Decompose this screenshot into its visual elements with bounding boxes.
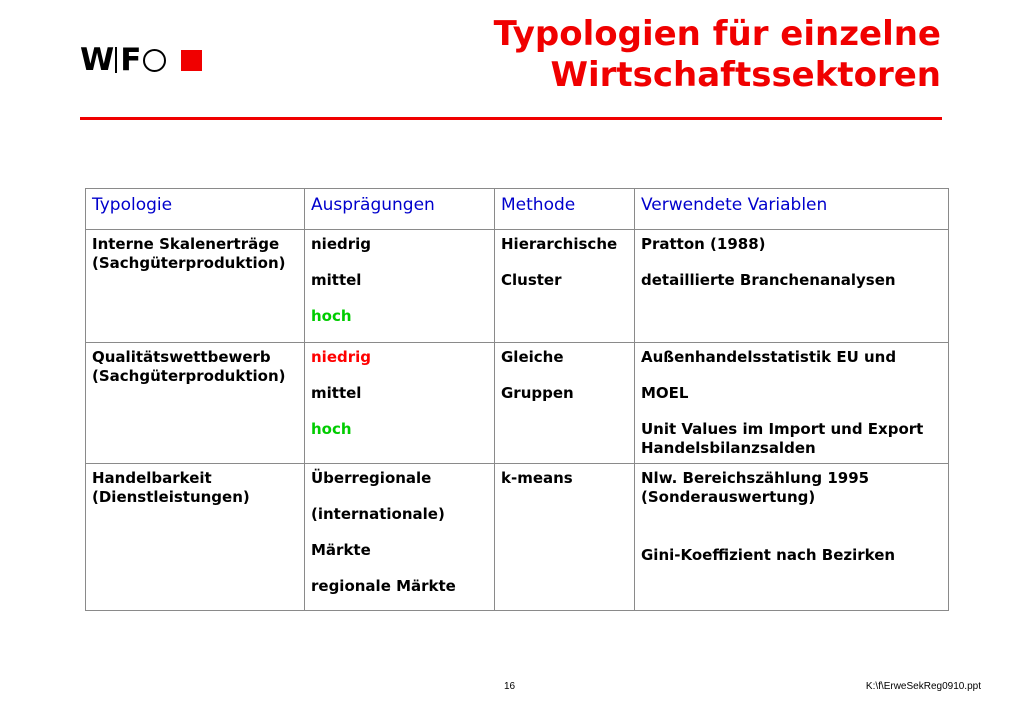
table-row — [86, 230, 949, 343]
cell-typologie — [86, 343, 305, 464]
cell-methode — [495, 343, 635, 464]
cell-auspraegungen — [305, 343, 495, 464]
cell-text: detaillierte Branchenanalysen — [641, 271, 896, 289]
cell-text: k-means — [501, 469, 573, 487]
table-row — [86, 464, 949, 611]
cell-text: Märkte — [311, 541, 371, 559]
level-hoch: hoch — [311, 307, 352, 325]
level-hoch: hoch — [311, 420, 352, 438]
cell-methode — [495, 464, 635, 611]
cell-text: Pratton (1988) — [641, 235, 766, 253]
cell-text: Unit Values im Import und Export — [641, 420, 924, 438]
level-mittel: mittel — [311, 271, 362, 289]
cell-text: Cluster — [501, 271, 562, 289]
cell-variablen — [635, 464, 949, 611]
logo-letter-w: W — [80, 42, 114, 78]
wifo-logo — [80, 44, 202, 76]
cell-text: Gleiche — [501, 348, 564, 366]
cell-text: Gruppen — [501, 384, 574, 402]
cell-text: Gini-Koeffizient nach Bezirken — [641, 546, 896, 564]
cell-text: Außenhandelsstatistik EU und — [641, 348, 897, 366]
level-mittel: mittel — [311, 384, 362, 402]
logo-bar — [115, 47, 117, 73]
page-number: 16 — [504, 681, 516, 692]
cell-text: (Dienstleistungen) — [92, 488, 250, 506]
header-typologie: Typologie — [86, 189, 305, 230]
level-niedrig: niedrig — [311, 348, 372, 366]
level-niedrig: niedrig — [311, 235, 372, 253]
slide-title-line-2: Wirtschaftssektoren — [550, 55, 941, 95]
cell-typologie — [86, 464, 305, 611]
cell-text: (Sonderauswertung) — [641, 488, 816, 506]
logo-square-icon — [181, 50, 202, 71]
cell-variablen — [635, 230, 949, 343]
header-variablen: Verwendete Variablen — [635, 189, 949, 230]
slide-title-line-1: Typologien für einzelne — [493, 14, 941, 54]
title-divider — [80, 117, 942, 120]
cell-text: Qualitätswettbewerb — [92, 348, 271, 366]
header-auspraegungen: Ausprägungen — [305, 189, 495, 230]
table-header-row — [86, 189, 949, 230]
cell-auspraegungen — [305, 230, 495, 343]
cell-text: Interne Skalenerträge — [92, 235, 280, 253]
cell-text: (Sachgüterproduktion) — [92, 367, 286, 385]
cell-text: Hierarchische — [501, 235, 618, 253]
cell-text: MOEL — [641, 384, 689, 402]
cell-variablen — [635, 343, 949, 464]
cell-text: regionale Märkte — [311, 577, 456, 595]
cell-text: Handelbarkeit — [92, 469, 212, 487]
slide-title — [494, 14, 941, 96]
cell-text: (internationale) — [311, 505, 445, 523]
table-row — [86, 343, 949, 464]
file-path: K:\f\ErweSekReg0910.ppt — [865, 681, 981, 692]
typology-table — [85, 188, 949, 611]
cell-text: Nlw. Bereichszählung 1995 — [641, 469, 870, 487]
cell-text: Handelsbilanzsalden — [641, 439, 816, 457]
header-methode: Methode — [495, 189, 635, 230]
cell-text: Überregionale — [311, 469, 432, 487]
cell-auspraegungen — [305, 464, 495, 611]
cell-text: (Sachgüterproduktion) — [92, 254, 286, 272]
cell-methode — [495, 230, 635, 343]
logo-circle-icon — [143, 49, 166, 72]
cell-typologie — [86, 230, 305, 343]
logo-letter-f: F — [120, 42, 141, 78]
